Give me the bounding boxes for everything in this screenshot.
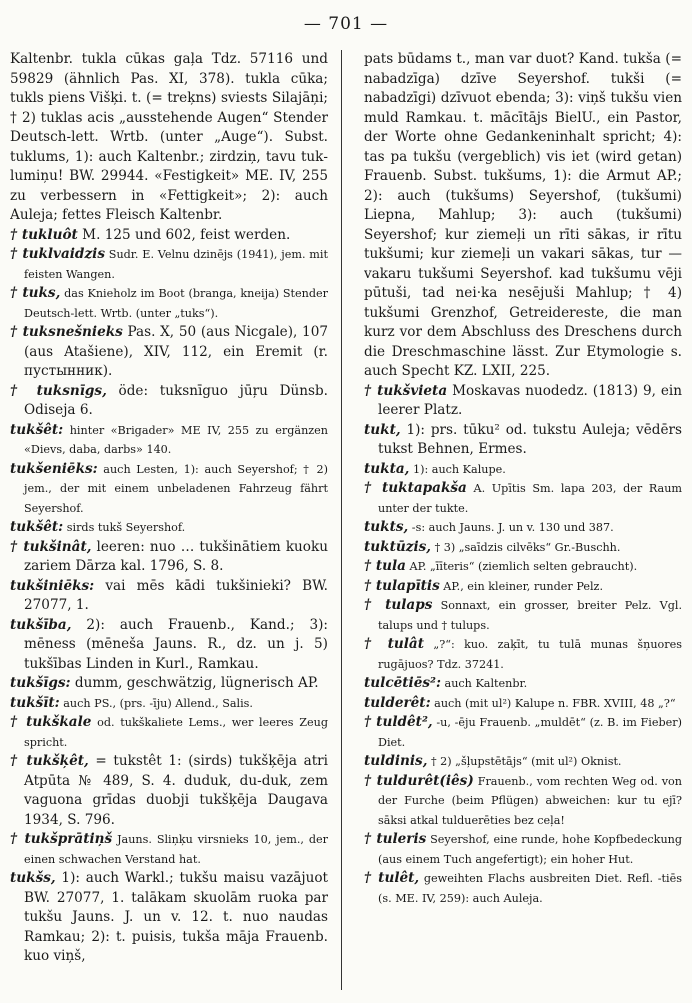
dictionary-entry <box>364 596 682 635</box>
entry-text: das Knieholz im Boot (branga, kneija) Stender Deutsch-lett. Wrtb. (unter „tuks“). <box>24 287 328 320</box>
left-column <box>10 50 328 995</box>
entry-headword: † tulapītis <box>364 577 440 594</box>
entry-headword: † tuldurêt(iês) <box>364 772 474 789</box>
entry-headword: † tuleris <box>364 831 427 847</box>
entry-headword: tukšeniēks: <box>10 460 98 477</box>
entry-text: AP., ein kleiner, runder Pelz. <box>439 579 604 593</box>
entry-text: Seyershof, eine runde, hohe Kopfbedeckung (aus einem Tuch angefertigt); ein hoher Hut. <box>378 833 682 866</box>
entry-headword: † tuldêt², <box>364 714 433 730</box>
entry-text: öde: tuksnīguo jūŗu Dünsb. Odiseja 6. <box>24 382 328 418</box>
entry-headword: tuldinis, <box>364 753 428 769</box>
entry-headword: tukšīt: <box>10 694 60 711</box>
entry-text: 1): prs. tūku² od. tukstu Auleja; vēdērs tukst Behnen, Ermes. <box>378 421 682 457</box>
dictionary-entry <box>10 694 328 714</box>
dictionary-entry <box>10 713 328 752</box>
entry-text: sirds tukš Seyershof. <box>63 521 186 534</box>
column-divider <box>341 50 342 990</box>
entry-headword: † tulêt, <box>364 870 420 886</box>
entry-text: = tukstêt 1: (sirds) tukšķēja atri Atpūta № 489, S. 4. duduk, du-duk, zem vaguona grīdas duobji tukšķēja Daugava 1934, S. 796. <box>24 753 328 828</box>
dictionary-entry <box>10 518 328 538</box>
dictionary-entry <box>364 421 682 460</box>
entry-text: -s: auch Jauns. J. un v. 130 und 387. <box>408 521 614 534</box>
entry-text: M. 125 und 602, feist werden. <box>77 226 291 243</box>
dictionary-entry <box>10 752 328 830</box>
entry-text: „?“: kuo. zaķīt, tu tulā munas šņuores rugājuos? Tdz. 37241. <box>378 638 682 671</box>
entry-headword: † tuks, <box>10 285 61 301</box>
dictionary-entry <box>364 674 682 694</box>
dictionary-entry <box>364 694 682 714</box>
entry-headword: † tula <box>364 558 406 574</box>
dictionary-entry <box>364 50 682 382</box>
dictionary-entry <box>364 518 682 538</box>
dictionary-entry <box>10 616 328 675</box>
entry-text: Jauns. Sliņķu virsnieks 10, jem., der einen schwachen Verstand hat. <box>24 833 328 866</box>
dictionary-entry <box>10 830 328 869</box>
entry-text: Pas. X, 50 (aus Nicgale), 107 (aus Atašiene), XIV, 112, ein Eremit (r. пустынник). <box>24 324 328 379</box>
entry-headword: † tuktapakša <box>364 480 467 496</box>
entry-text: Frauenb., vom rechten Weg od. von der Furche (beim Pflügen) abweichen: kur tu ejī? sāksi atkal tulduerēties bez ceļa! <box>378 774 682 827</box>
entry-text: hinter «Brigader» ME IV, 255 zu ergänzen «Dievs, daba, darbs» 140. <box>24 423 328 456</box>
entry-text: pats būdams t., man var duot? Kand. tukša (= nabadzīga) dzīve Seyershof. tukši (= nabadzīgi) dzīvuot ebenda; 3): viņš tukšu vien muld Ramkau. t. mācītājs BielU., ein Pastor, der Worte ohne Gedankeninhalt spricht; 4): tas pa tukšu (vergeblich) vis iet (wird getan) Frauenb. Subst. tukšums, 1): die Armut AP.; 2): auch (tukšums) Seyershof, (tukšumi) Liepna, Mahlup; 3): auch (tukšumi) Seyershof; kur ziemeļi un rīti sākas, ir rītu tukšumi; kur ziemeļi un vakari sākas, tur — vakaru tukšumi Seyershof. kad tukšumu vēji pūtuši, tad nei·ka nesējuši Mahlup; † 4) tukšumi Grenzhof, Getreidereste, die man kurz vor dem Abschluss des Dreschens durch die Dreschmaschine lässt. Zur Etymologie s. auch Specht KZ. LXII, 225. <box>364 51 682 379</box>
dictionary-entry <box>10 869 328 967</box>
entry-text: 1): auch Kalupe. <box>409 462 506 476</box>
dictionary-entry <box>10 421 328 460</box>
entry-headword: tulderêt: <box>364 694 431 711</box>
entry-text: vai mēs kādi tukšinieki? BW. 27077, 1. <box>24 577 328 613</box>
entry-text: 1): auch Warkl.; tukšu maisu vazājuot BW. 27077, 1. talākam skuolām ruoka par tukšu Jauns. J. un v. 12. t. nuo naudas Ramkau; 2): t. puisis, tukša māja Frauenb. kuo viņš, <box>24 870 328 964</box>
entry-headword: tukšêt: <box>10 519 64 535</box>
entry-headword: † tulât <box>364 636 424 652</box>
right-column <box>364 50 682 995</box>
dictionary-entry <box>10 50 328 226</box>
entry-headword: † tukšprātiņš <box>10 831 113 847</box>
dictionary-entry <box>364 772 682 831</box>
entry-text: od. tukškaliete Lems., wer leeres Zeug spricht. <box>24 716 328 749</box>
entry-headword: tukt, <box>364 421 401 438</box>
dictionary-entry <box>364 752 682 772</box>
entry-headword: † tukluôt <box>10 226 78 243</box>
entry-headword: tuktūzis, <box>364 538 432 555</box>
entry-headword: † tukšķêt, <box>10 753 89 769</box>
dictionary-entry <box>364 557 682 577</box>
dictionary-entry <box>10 284 328 323</box>
dictionary-entry <box>10 382 328 421</box>
entry-text: Moskavas nuodedz. (1813) 9, ein leerer Platz. <box>378 382 682 418</box>
entry-headword: † tukšvieta <box>364 382 448 399</box>
dictionary-entry <box>364 479 682 518</box>
entry-text: Kaltenbr. tukla cūkas gaļa Tdz. 57116 und 59829 (ähnlich Pas. XI, 378). tukla cūka; tukls piens Višķi. t. (= treķns) sviests Silajāņi; † 2) tuklas acis „ausstehende Augen“ Stender Deutsch-lett. Wrtb. (unter „Auge“). Subst. tuklums, 1): auch Kaltenbr.; zirdziņ, tavu tuklumiņu! BW. 29944. «Festigkeit» ME. IV, 255 zu verbessern in «Fettigkeit»; 2): auch Auleja; fettes Fleisch Kaltenbr. <box>10 51 328 223</box>
entry-headword: tulcētiēs²: <box>364 675 441 691</box>
entry-text: auch PS., (prs. -īju) Allend., Salis. <box>59 696 253 710</box>
entry-headword: † tuksnešnieks <box>10 324 123 340</box>
entry-text: † 2) „šļupstētājs“ (mit ul²) Oknist. <box>427 755 622 768</box>
dictionary-entry <box>10 538 328 577</box>
entry-text: geweihten Flachs ausbreiten Diet. Refl. -tiēs (s. ME. IV, 259): auch Auleja. <box>378 872 682 905</box>
entry-text: leeren: nuo … tukšinātiem kuoku zariem Dārza kal. 1796, S. 8. <box>24 538 328 574</box>
entry-headword: † tuklvaidzis <box>10 246 105 262</box>
entry-headword: † tukškale <box>10 714 92 730</box>
dictionary-entry <box>10 245 328 284</box>
dictionary-entry <box>364 460 682 480</box>
dictionary-entry <box>364 713 682 752</box>
entry-headword: tukšiniēks: <box>10 577 95 594</box>
dictionary-entry <box>364 635 682 674</box>
entry-headword: † tulaps <box>364 597 433 613</box>
entry-text: AP. „īīteris“ (ziemlich selten gebraucht). <box>405 560 638 573</box>
entry-text: auch Kaltenbr. <box>440 677 528 690</box>
entry-headword: † tuksnīgs, <box>10 382 107 399</box>
entry-headword: † tukšinât, <box>10 538 92 555</box>
entry-headword: tukšīgs: <box>10 675 71 691</box>
entry-headword: tukšs, <box>10 870 56 886</box>
dictionary-entry <box>364 830 682 869</box>
dictionary-entry <box>10 460 328 519</box>
dictionary-entry <box>364 538 682 558</box>
entry-text: -u, -ēju Frauenb. „muldēt“ (z. B. im Fieber) Diet. <box>378 716 682 749</box>
entry-text: 2): auch Frauenb., Kand.; 3): mēness (mēneša Jauns. R., dz. un j. 5) tukšības Linden in Kurl., Ramkau. <box>24 616 328 672</box>
entry-headword: tukts, <box>364 519 409 535</box>
entry-text: dumm, geschwätzig, lügnerisch AP. <box>70 675 319 691</box>
entry-text: auch Lesten, 1): auch Seyershof; † 2) jem., der mit einem unbeladenen Fahrzeug fährt Seyershof. <box>24 462 328 515</box>
entry-text: † 3) „saīdzis cilvēks“ Gr.-Buschh. <box>431 540 621 554</box>
dictionary-entry <box>364 382 682 421</box>
dictionary-entry <box>364 869 682 908</box>
entry-headword: tukšêt: <box>10 421 64 438</box>
dictionary-entry <box>10 577 328 616</box>
entry-text: Sudr. E. Velnu dzinējs (1941), jem. mit feisten Wangen. <box>24 248 328 281</box>
page-number: — 701 — <box>303 14 389 34</box>
dictionary-entry <box>10 226 328 246</box>
entry-text: Sonnaxt, ein grosser, breiter Pelz. Vgl. talups und † tulups. <box>378 599 682 632</box>
entry-text: auch (mit ul²) Kalupe n. FBR. XVIII, 48 „?“ <box>430 696 676 710</box>
entry-text: A. Upītis Sm. lapa 203, der Raum unter der tukte. <box>378 482 682 515</box>
dictionary-entry <box>10 674 328 694</box>
entry-headword: tukta, <box>364 460 410 477</box>
entry-headword: tukšība, <box>10 616 72 633</box>
dictionary-entry <box>364 577 682 597</box>
dictionary-entry <box>10 323 328 382</box>
